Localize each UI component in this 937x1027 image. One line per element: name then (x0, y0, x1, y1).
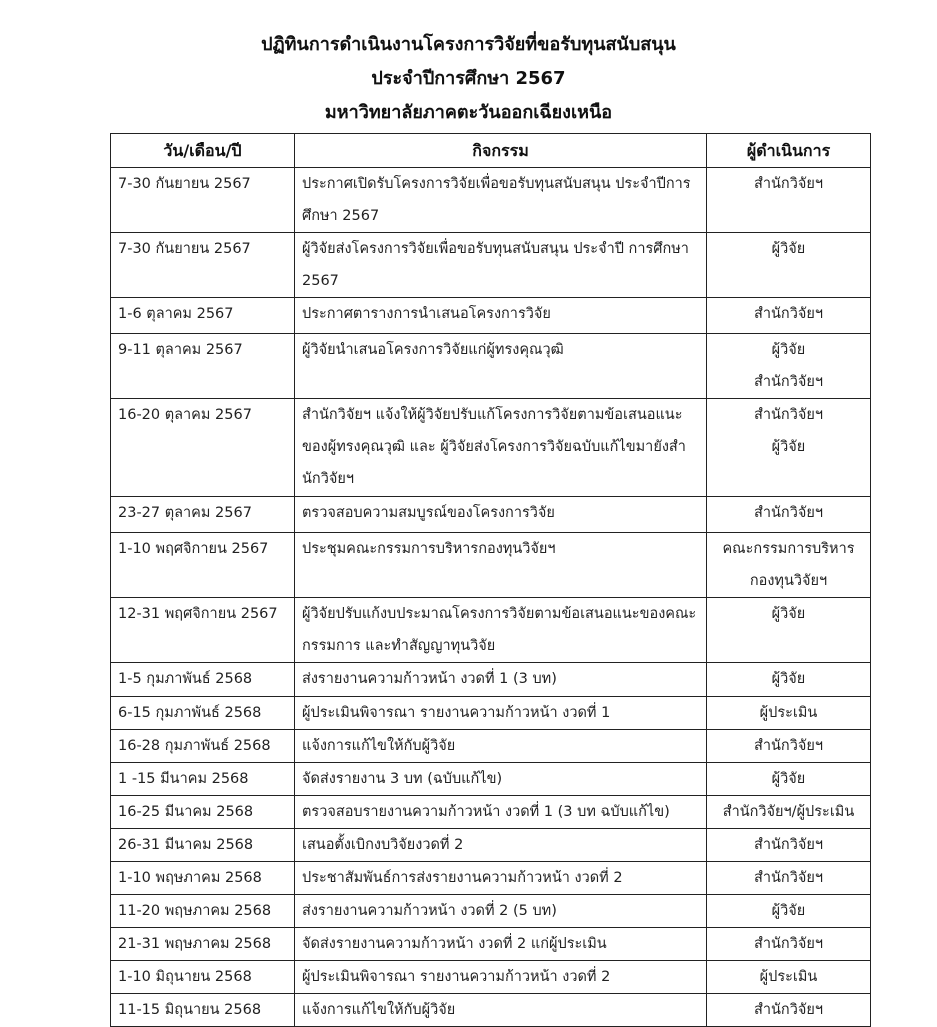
row-date: 12-31 พฤศจิกายน 2567 (111, 598, 295, 663)
row-date: 1-6 ตุลาคม 2567 (111, 298, 295, 334)
schedule-row (111, 168, 871, 233)
row-activity: ผู้วิจัยนำเสนอโครงการวิจัยแก่ผู้ทรงคุณวุฒิ (295, 334, 707, 399)
row-activity: แจ้งการแก้ไขให้กับผู้วิจัย (295, 730, 707, 763)
row-responsible (707, 862, 871, 895)
row-responsible (707, 399, 871, 497)
row-date: 16-20 ตุลาคม 2567 (111, 399, 295, 497)
row-responsible (707, 994, 871, 1027)
document-title: ปฏิทินการดำเนินงานโครงการวิจัยที่ขอรับทุนสนับสนุน (261, 34, 676, 55)
schedule-row (111, 730, 871, 763)
responsible-party: ผู้วิจัย (771, 903, 806, 919)
row-date: 7-30 กันยายน 2567 (111, 168, 295, 233)
row-date: 16-28 กุมภาพันธ์ 2568 (111, 730, 295, 763)
schedule-row (111, 533, 871, 598)
row-activity: สำนักวิจัยฯ แจ้งให้ผู้วิจัยปรับแก้โครงการวิจัยตามข้อเสนอแนะของผู้ทรงคุณวุฒิ และ ผู้วิจัยส่งโครงการวิจัยฉบับแก้ไขมายังสำนักวิจัยฯ (295, 399, 707, 497)
schedule-row (111, 928, 871, 961)
responsible-party: สำนักวิจัยฯ (754, 837, 823, 853)
document-subtitle-university: มหาวิทยาลัยภาคตะวันออกเฉียงเหนือ (324, 102, 613, 123)
row-responsible (707, 697, 871, 730)
responsible-party: ผู้วิจัย (771, 671, 806, 687)
column-header-date: วัน/เดือน/ปี (111, 134, 295, 168)
row-date: 1-10 พฤศจิกายน 2567 (111, 533, 295, 598)
schedule-row (111, 598, 871, 663)
header-row (111, 134, 871, 168)
row-activity: จัดส่งรายงาน 3 บท (ฉบับแก้ไข) (295, 763, 707, 796)
row-responsible (707, 961, 871, 994)
row-responsible (707, 928, 871, 961)
responsible-party: คณะกรรมการบริหาร (722, 541, 855, 557)
row-responsible (707, 334, 871, 399)
responsible-party: สำนักวิจัยฯ (754, 407, 823, 423)
row-responsible (707, 663, 871, 697)
row-date: 26-31 มีนาคม 2568 (111, 829, 295, 862)
row-activity: เสนอตั้งเบิกงบวิจัยงวดที่ 2 (295, 829, 707, 862)
column-header-activity: กิจกรรม (295, 134, 707, 168)
row-responsible (707, 497, 871, 533)
responsible-party: สำนักวิจัยฯ (754, 505, 823, 521)
row-date: 1 -15 มีนาคม 2568 (111, 763, 295, 796)
schedule-row (111, 994, 871, 1027)
row-responsible (707, 730, 871, 763)
row-activity: ประกาศเปิดรับโครงการวิจัยเพื่อขอรับทุนสนับสนุน ประจำปีการศึกษา 2567 (295, 168, 707, 233)
responsible-party: ผู้วิจัย (771, 439, 806, 455)
row-responsible (707, 298, 871, 334)
schedule-row (111, 399, 871, 497)
schedule-row (111, 829, 871, 862)
responsible-party: สำนักวิจัยฯ (754, 738, 823, 754)
column-header-responsible: ผู้ดำเนินการ (707, 134, 871, 168)
row-date: 16-25 มีนาคม 2568 (111, 796, 295, 829)
row-date: 7-30 กันยายน 2567 (111, 233, 295, 298)
row-activity: ตรวจสอบความสมบูรณ์ของโครงการวิจัย (295, 497, 707, 533)
row-activity: แจ้งการแก้ไขให้กับผู้วิจัย (295, 994, 707, 1027)
row-date: 1-10 มิถุนายน 2568 (111, 961, 295, 994)
row-activity: ประชุมคณะกรรมการบริหารกองทุนวิจัยฯ (295, 533, 707, 598)
row-activity: ผู้วิจัยส่งโครงการวิจัยเพื่อขอรับทุนสนับสนุน ประจำปี การศึกษา 2567 (295, 233, 707, 298)
responsible-party: ผู้ประเมิน (759, 705, 818, 721)
row-date: 6-15 กุมภาพันธ์ 2568 (111, 697, 295, 730)
row-activity: ส่งรายงานความก้าวหน้า งวดที่ 1 (3 บท) (295, 663, 707, 697)
row-activity: ผู้ประเมินพิจารณา รายงานความก้าวหน้า งวดที่ 2 (295, 961, 707, 994)
responsible-party: สำนักวิจัยฯ (754, 374, 823, 390)
row-date: 11-15 มิถุนายน 2568 (111, 994, 295, 1027)
schedule-table-body (111, 168, 871, 1027)
responsible-party: สำนักวิจัยฯ (754, 306, 823, 322)
responsible-party: สำนักวิจัยฯ (754, 936, 823, 952)
responsible-party: ผู้วิจัย (771, 342, 806, 358)
schedule-row (111, 233, 871, 298)
row-responsible (707, 895, 871, 928)
row-responsible (707, 796, 871, 829)
row-date: 9-11 ตุลาคม 2567 (111, 334, 295, 399)
responsible-party: สำนักวิจัยฯ (754, 870, 823, 886)
row-responsible (707, 829, 871, 862)
schedule-row (111, 497, 871, 533)
schedule-row (111, 862, 871, 895)
responsible-party: สำนักวิจัยฯ/ผู้ประเมิน (722, 804, 855, 820)
schedule-row (111, 334, 871, 399)
responsible-party: ผู้วิจัย (771, 241, 806, 257)
responsible-party: ผู้วิจัย (771, 771, 806, 787)
responsible-party: ผู้วิจัย (771, 606, 806, 622)
schedule-table-header (111, 134, 871, 168)
row-activity: ส่งรายงานความก้าวหน้า งวดที่ 2 (5 บท) (295, 895, 707, 928)
responsible-party: สำนักวิจัยฯ (754, 1002, 823, 1018)
schedule-row (111, 895, 871, 928)
row-responsible (707, 763, 871, 796)
row-date: 21-31 พฤษภาคม 2568 (111, 928, 295, 961)
row-date: 1-5 กุมภาพันธ์ 2568 (111, 663, 295, 697)
document-subtitle-academic-year: ประจำปีการศึกษา 2567 (371, 68, 566, 89)
row-date: 11-20 พฤษภาคม 2568 (111, 895, 295, 928)
schedule-row (111, 763, 871, 796)
responsible-party: สำนักวิจัยฯ (754, 176, 823, 192)
responsible-party: ผู้ประเมิน (759, 969, 818, 985)
schedule-row (111, 796, 871, 829)
row-activity: ประกาศตารางการนำเสนอโครงการวิจัย (295, 298, 707, 334)
row-responsible (707, 598, 871, 663)
row-activity: ผู้วิจัยปรับแก้งบประมาณโครงการวิจัยตามข้อเสนอแนะของคณะกรรมการ และทำสัญญาทุนวิจัย (295, 598, 707, 663)
schedule-row (111, 961, 871, 994)
schedule-row (111, 298, 871, 334)
row-activity: ผู้ประเมินพิจารณา รายงานความก้าวหน้า งวดที่ 1 (295, 697, 707, 730)
row-date: 1-10 พฤษภาคม 2568 (111, 862, 295, 895)
row-responsible (707, 533, 871, 598)
row-activity: ประชาสัมพันธ์การส่งรายงานความก้าวหน้า งวดที่ 2 (295, 862, 707, 895)
responsible-party: กองทุนวิจัยฯ (749, 573, 828, 589)
schedule-table (110, 133, 871, 1027)
row-responsible (707, 168, 871, 233)
row-date: 23-27 ตุลาคม 2567 (111, 497, 295, 533)
row-activity: ตรวจสอบรายงานความก้าวหน้า งวดที่ 1 (3 บท ฉบับแก้ไข) (295, 796, 707, 829)
row-activity: จัดส่งรายงานความก้าวหน้า งวดที่ 2 แก่ผู้ประเมิน (295, 928, 707, 961)
schedule-row (111, 697, 871, 730)
schedule-row (111, 663, 871, 697)
row-responsible (707, 233, 871, 298)
